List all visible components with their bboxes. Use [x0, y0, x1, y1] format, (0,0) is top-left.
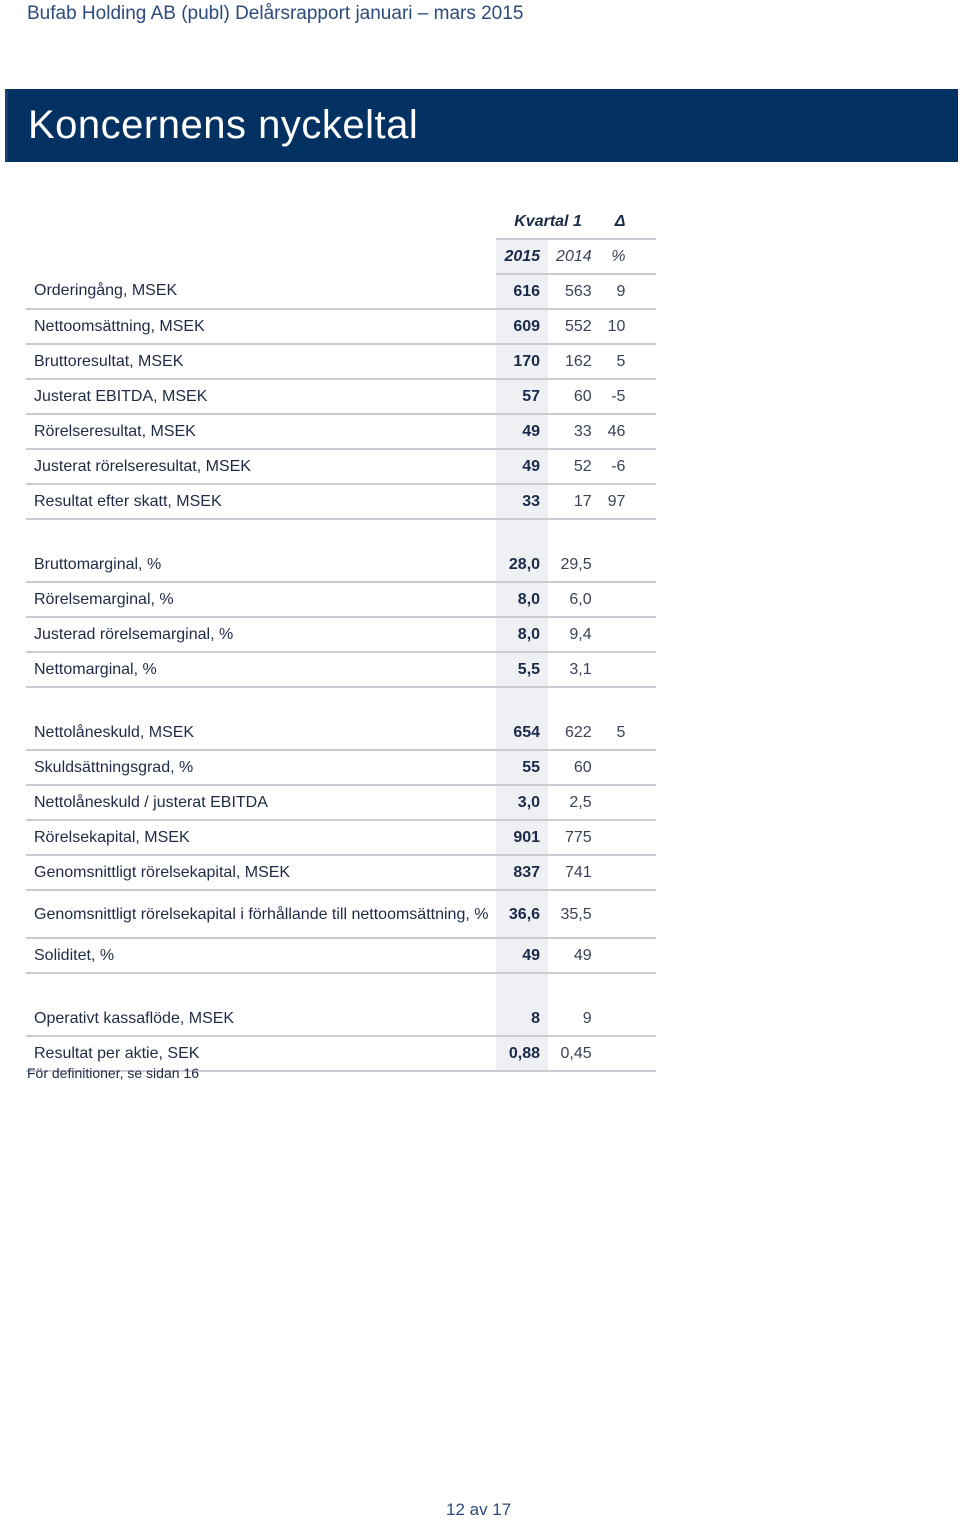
row-label: Skuldsättningsgrad, %	[26, 750, 496, 785]
value-2015: 8	[496, 1002, 548, 1036]
table-row	[26, 274, 656, 309]
table-row	[26, 855, 656, 890]
value-2015: 57	[496, 379, 548, 414]
title-banner	[5, 89, 958, 162]
value-2014: 775	[548, 820, 600, 855]
value-2014: 552	[548, 309, 600, 344]
row-label: Justerad rörelsemarginal, %	[26, 617, 496, 652]
table-row	[26, 344, 656, 379]
value-2015: 901	[496, 820, 548, 855]
value-2015: 654	[496, 716, 548, 750]
value-2014: 17	[548, 484, 600, 519]
period-header: Kvartal 1	[496, 205, 599, 239]
value-2014: 33	[548, 414, 600, 449]
value-2015: 28,0	[496, 548, 548, 582]
value-change-pct: 5	[600, 716, 657, 750]
value-2015: 33	[496, 484, 548, 519]
value-change-pct: 46	[600, 414, 657, 449]
value-change-pct	[600, 785, 657, 820]
value-change-pct	[600, 652, 657, 687]
group-spacer	[26, 973, 656, 1002]
row-label: Genomsnittligt rörelsekapital i förhållande till nettoomsättning, %	[26, 890, 496, 938]
table-row	[26, 750, 656, 785]
col-header-pct: %	[600, 239, 657, 274]
row-label: Bruttoresultat, MSEK	[26, 344, 496, 379]
table-header-columns	[26, 239, 656, 274]
row-label: Rörelseresultat, MSEK	[26, 414, 496, 449]
table-row	[26, 820, 656, 855]
table-header-period	[26, 205, 656, 239]
value-2015: 55	[496, 750, 548, 785]
value-2014: 6,0	[548, 582, 600, 617]
value-change-pct	[600, 938, 657, 973]
delta-header: Δ	[600, 205, 657, 239]
key-figures-table	[26, 205, 656, 1072]
row-label: Bruttomarginal, %	[26, 548, 496, 582]
value-2014: 162	[548, 344, 600, 379]
value-2014: 9	[548, 1002, 600, 1036]
value-change-pct: 10	[600, 309, 657, 344]
table-row	[26, 785, 656, 820]
value-2015: 8,0	[496, 617, 548, 652]
value-2014: 563	[548, 274, 600, 309]
page-number: 12 av 17	[446, 1500, 512, 1519]
value-2015: 3,0	[496, 785, 548, 820]
value-change-pct	[600, 617, 657, 652]
value-2014: 2,5	[548, 785, 600, 820]
value-change-pct	[600, 548, 657, 582]
row-label: Nettolåneskuld / justerat EBITDA	[26, 785, 496, 820]
value-2015: 49	[496, 414, 548, 449]
table-row	[26, 1002, 656, 1036]
value-2014: 60	[548, 750, 600, 785]
running-header: Bufab Holding AB (publ) Delårsrapport januari – mars 2015	[27, 3, 524, 24]
value-2015: 8,0	[496, 582, 548, 617]
value-change-pct	[600, 820, 657, 855]
value-2014: 3,1	[548, 652, 600, 687]
value-2015: 0,88	[496, 1036, 548, 1071]
value-change-pct: 97	[600, 484, 657, 519]
row-label: Justerat EBITDA, MSEK	[26, 379, 496, 414]
value-change-pct	[600, 582, 657, 617]
value-2015: 36,6	[496, 890, 548, 938]
value-change-pct: -6	[600, 449, 657, 484]
table-row	[26, 938, 656, 973]
page-title: Koncernens nyckeltal	[28, 103, 419, 147]
table-row	[26, 716, 656, 750]
value-2015: 5,5	[496, 652, 548, 687]
row-label: Resultat efter skatt, MSEK	[26, 484, 496, 519]
row-label: Rörelsekapital, MSEK	[26, 820, 496, 855]
table-row	[26, 617, 656, 652]
value-2015: 837	[496, 855, 548, 890]
value-2015: 49	[496, 449, 548, 484]
table-row	[26, 309, 656, 344]
footnote: För definitioner, se sidan 16	[27, 1065, 199, 1081]
value-2014: 35,5	[548, 890, 600, 938]
value-2014: 52	[548, 449, 600, 484]
table-row	[26, 484, 656, 519]
value-2014: 9,4	[548, 617, 600, 652]
value-change-pct	[600, 1002, 657, 1036]
value-2014: 741	[548, 855, 600, 890]
row-label: Soliditet, %	[26, 938, 496, 973]
value-change-pct	[600, 855, 657, 890]
table-row	[26, 548, 656, 582]
value-2015: 609	[496, 309, 548, 344]
col-header-2015: 2015	[496, 239, 548, 274]
value-change-pct: 9	[600, 274, 657, 309]
value-2014: 622	[548, 716, 600, 750]
table-row	[26, 379, 656, 414]
table-row	[26, 449, 656, 484]
value-2014: 49	[548, 938, 600, 973]
group-spacer	[26, 519, 656, 548]
group-spacer	[26, 687, 656, 716]
value-2014: 0,45	[548, 1036, 600, 1071]
value-2014: 60	[548, 379, 600, 414]
row-label: Operativt kassaflöde, MSEK	[26, 1002, 496, 1036]
value-2015: 616	[496, 274, 548, 309]
table-row	[26, 414, 656, 449]
col-header-2014: 2014	[548, 239, 600, 274]
value-2015: 170	[496, 344, 548, 379]
value-2014: 29,5	[548, 548, 600, 582]
value-change-pct: 5	[600, 344, 657, 379]
table-row	[26, 652, 656, 687]
value-change-pct	[600, 890, 657, 938]
row-label: Justerat rörelseresultat, MSEK	[26, 449, 496, 484]
row-label: Nettomarginal, %	[26, 652, 496, 687]
row-label: Rörelsemarginal, %	[26, 582, 496, 617]
row-label: Resultat per aktie, SEK	[26, 1036, 496, 1071]
value-change-pct: -5	[600, 379, 657, 414]
table-row	[26, 890, 656, 938]
value-2015: 49	[496, 938, 548, 973]
row-label: Orderingång, MSEK	[26, 274, 496, 309]
row-label: Nettolåneskuld, MSEK	[26, 716, 496, 750]
value-change-pct	[600, 750, 657, 785]
row-label: Genomsnittligt rörelsekapital, MSEK	[26, 855, 496, 890]
value-change-pct	[600, 1036, 657, 1071]
row-label: Nettoomsättning, MSEK	[26, 309, 496, 344]
table-row	[26, 582, 656, 617]
